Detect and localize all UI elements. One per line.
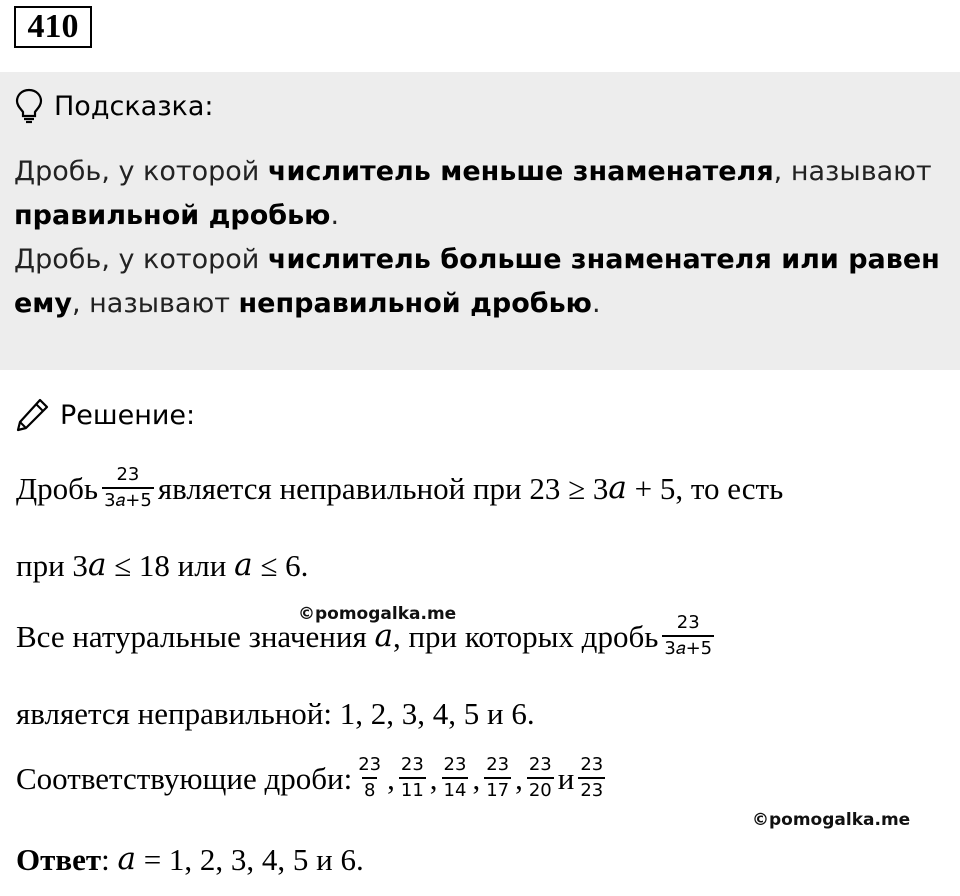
answer-colon: : [101, 842, 118, 877]
fraction-denominator: 3𝑎+5 [102, 487, 154, 510]
variable-a: 𝑎 [608, 469, 627, 506]
fraction-23-over-3a5 [102, 466, 154, 510]
fraction-23-over-14 [442, 756, 469, 800]
solution-line-3 [16, 614, 718, 658]
hint-header [14, 86, 214, 126]
problem-number: 410 [14, 6, 92, 48]
fraction-denominator: 11 [399, 777, 426, 800]
line2-text-3: ≤ 6. [252, 548, 309, 583]
line2-text-1: при 3 [16, 548, 88, 583]
variable-a: 𝑎 [374, 617, 393, 654]
hint-paragraph-1 [14, 150, 954, 238]
fraction-numerator: 23 [443, 754, 467, 775]
fraction-23-over-8 [356, 756, 383, 800]
solution-line-2 [16, 547, 309, 583]
solution-line-1 [16, 466, 783, 510]
hint-p1-bold-1: числитель меньше знаменателя [267, 156, 774, 187]
pencil-icon [14, 397, 50, 433]
fraction-numerator: 23 [400, 754, 424, 775]
conjunction-and: и [557, 760, 575, 796]
variable-a: 𝑎 [234, 547, 253, 583]
fraction-numerator: 23 [486, 754, 510, 775]
fraction-denominator: 23 [578, 777, 605, 800]
hint-text [14, 150, 954, 326]
fraction-denominator: 20 [527, 777, 554, 800]
hint-p1-text-3: . [330, 200, 340, 231]
solution-line-5 [16, 756, 609, 800]
fraction-denominator: 14 [442, 777, 469, 800]
fraction-23-over-23 [578, 756, 605, 800]
separator: , [387, 760, 395, 796]
hint-p2-text-1: Дробь, у которой [14, 244, 268, 275]
watermark: ©pomogalka.me [298, 604, 457, 624]
hint-p1-text-1: Дробь, у которой [14, 156, 268, 187]
answer-line [16, 841, 364, 877]
fraction-denominator: 8 [362, 777, 377, 800]
hint-paragraph-2 [14, 238, 954, 326]
hint-title: Подсказка: [54, 90, 214, 122]
solution-header [14, 394, 195, 436]
solution-line-4: является неправильной: 1, 2, 3, 4, 5 и 6. [16, 696, 535, 731]
line1-text: является неправильной при 23 ≥ 3 [157, 470, 609, 506]
hint-p2-text-2: , называют [71, 288, 239, 319]
solution-title: Решение: [60, 399, 196, 431]
separator: , [515, 760, 523, 796]
fraction-numerator: 23 [116, 464, 140, 485]
line2-text-2: ≤ 18 или [106, 548, 235, 583]
fraction-numerator: 23 [358, 754, 382, 775]
hint-p2-bold-2: неправильной дробью [238, 288, 592, 319]
fraction-23-over-17 [484, 756, 511, 800]
hint-p1-bold-2: правильной дробью [14, 200, 331, 231]
fraction-numerator: 23 [580, 754, 604, 775]
separator: , [429, 760, 438, 796]
lightbulb-icon [14, 88, 44, 124]
fractions-label: Соответствующие дроби: [16, 760, 353, 796]
variable-a: 𝑎 [117, 841, 136, 877]
line3-text-1: Все натуральные значения [16, 618, 375, 654]
fraction-numerator: 23 [528, 754, 552, 775]
line3-text-2: , при которых дробь [392, 618, 659, 654]
fraction-23-over-3a5 [662, 614, 714, 658]
fraction-denominator: 17 [484, 777, 511, 800]
hint-p2-text-3: . [591, 288, 601, 319]
line1-tail: + 5, то есть [626, 470, 784, 506]
fraction-denominator: 3𝑎+5 [662, 635, 714, 658]
separator: , [472, 760, 481, 796]
fraction-23-over-11 [399, 756, 426, 800]
variable-a: 𝑎 [87, 547, 107, 583]
line1-word: Дробь [16, 470, 99, 506]
watermark: ©pomogalka.me [752, 810, 911, 830]
hint-p1-text-2: , называют [773, 156, 932, 187]
answer-value: = 1, 2, 3, 4, 5 и 6. [135, 842, 364, 877]
fraction-numerator: 23 [676, 612, 700, 633]
hint-p2-bold-1: числитель больше знаменателя или равен ему [14, 244, 940, 319]
fraction-23-over-20 [527, 756, 554, 800]
answer-label: Ответ [16, 842, 102, 877]
